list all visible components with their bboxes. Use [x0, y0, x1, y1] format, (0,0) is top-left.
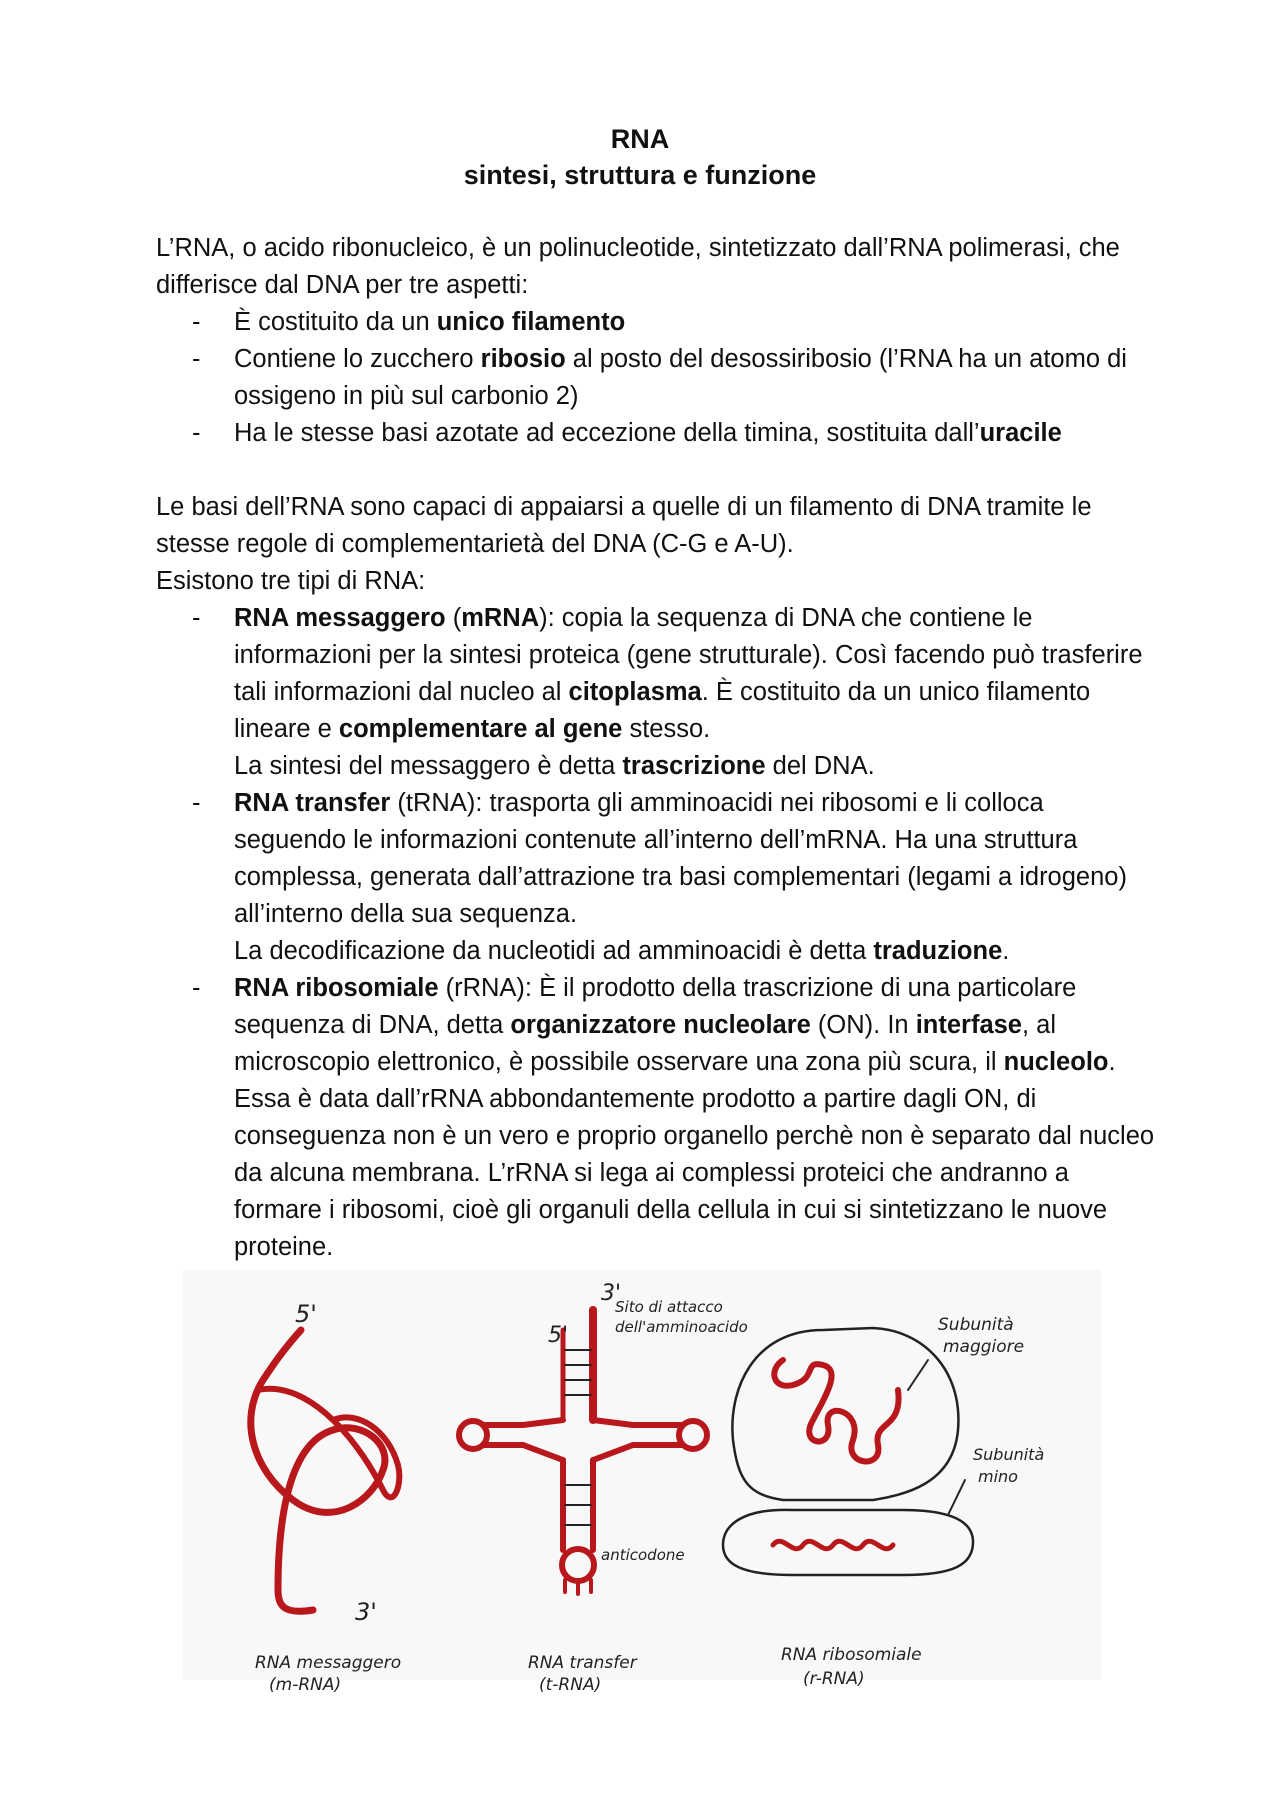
mrna-label: RNA messaggero: [255, 1653, 402, 1673]
rrna-label: RNA ribosomiale: [781, 1645, 922, 1665]
trna-item: - RNA transfer (tRNA): trasporta gli amminoacidi nei ribosomi e li colloca seguendo le informazioni contenute all’interno dell’mRNA. Ha una struttura complessa, generata dall’attrazione tra basi complementari (legami a idrogeno) all’interno della sua sequenza. La decodificazione da nucleotidi ad amminoacidi è detta traduzione.: [156, 785, 1156, 970]
mrna-drawing: [251, 1300, 401, 1695]
rna-types-figure: [183, 1270, 1101, 1695]
intro-paragraph: L’RNA, o acido ribonucleico, è un polinucleotide, sintetizzato dall’RNA polimerasi, che differisce dal DNA per tre aspetti:: [156, 234, 1120, 299]
trna-5-prime: 5': [548, 1323, 569, 1348]
bullet-dash: -: [192, 419, 201, 447]
rna-drawings: [183, 1270, 1101, 1695]
bullet-dash: -: [192, 974, 201, 1002]
bullet-dash: -: [192, 345, 201, 373]
trna-label: RNA transfer: [528, 1653, 637, 1673]
page-title: RNA: [610, 124, 670, 154]
trna-3-prime: 3': [601, 1281, 622, 1306]
trna-anticodon-label: anticodone: [601, 1546, 685, 1564]
bullet-dash: -: [192, 604, 201, 632]
mrna-3-prime: 3': [355, 1598, 377, 1626]
rrna-item: - RNA ribosomiale (rRNA): È il prodotto della trascrizione di una particolare sequenza di DNA, detta organizzatore nucleolare (ON). In interfase, al microscopio elettronico, è possibile osservare una zona più scura, il nucleolo. Essa è data dall’rRNA abbondantemente prodotto a partire dagli ON, di conseguenza non è un vero e proprio organello perchè non è separato dal nucleo da alcuna membrana. L’rRNA si lega ai complessi proteici che andranno a formare i ribosomi, cioè gli organuli della cellula in cui si sintetizzano le nuove proteine.: [156, 970, 1156, 1266]
trna-site-label: Sito di attacco: [615, 1298, 723, 1316]
mrna-5-prime: 5': [295, 1300, 317, 1328]
rrna-label-abbr: (r-RNA): [803, 1669, 865, 1689]
rrna-minor-label: Subunità: [973, 1445, 1045, 1464]
trna-drawing: [459, 1281, 748, 1695]
aspect-item: - È costituito da un unico filamento: [156, 304, 1156, 341]
bullet-dash: -: [192, 308, 201, 336]
page-subtitle: sintesi, struttura e funzione: [463, 160, 817, 190]
trna-site-label-2: dell'amminoacido: [615, 1318, 748, 1336]
rrna-drawing: [723, 1315, 1044, 1689]
aspect-item: - Ha le stesse basi azotate ad eccezione della timina, sostituita dall’uracile: [156, 415, 1156, 452]
trna-label-abbr: (t-RNA): [539, 1675, 602, 1695]
rrna-major-label-2: maggiore: [943, 1337, 1025, 1357]
aspect-item: - Contiene lo zucchero ribosio al posto del desossiribosio (l’RNA ha un atomo di ossigeno in più sul carbonio 2): [156, 341, 1156, 415]
body-text: [156, 230, 1156, 1266]
pairing-paragraph: Le basi dell’RNA sono capaci di appaiarsi a quelle di un filamento di DNA tramite le stesse regole di complementarietà del DNA (C-G e A-U).: [156, 493, 1092, 558]
rrna-major-label: Subunità: [938, 1315, 1014, 1335]
bullet-dash: -: [192, 789, 201, 817]
types-intro: Esistono tre tipi di RNA:: [156, 567, 426, 595]
mrna-label-abbr: (m-RNA): [269, 1675, 342, 1695]
mrna-item: - RNA messaggero (mRNA): copia la sequenza di DNA che contiene le informazioni per la sintesi proteica (gene strutturale). Così facendo può trasferire tali informazioni dal nucleo al citoplasma. È costituito da un unico filamento lineare e complementare al gene stesso. La sintesi del messaggero è detta trascrizione del DNA.: [156, 600, 1156, 785]
rrna-minor-label-2: mino: [978, 1467, 1018, 1486]
